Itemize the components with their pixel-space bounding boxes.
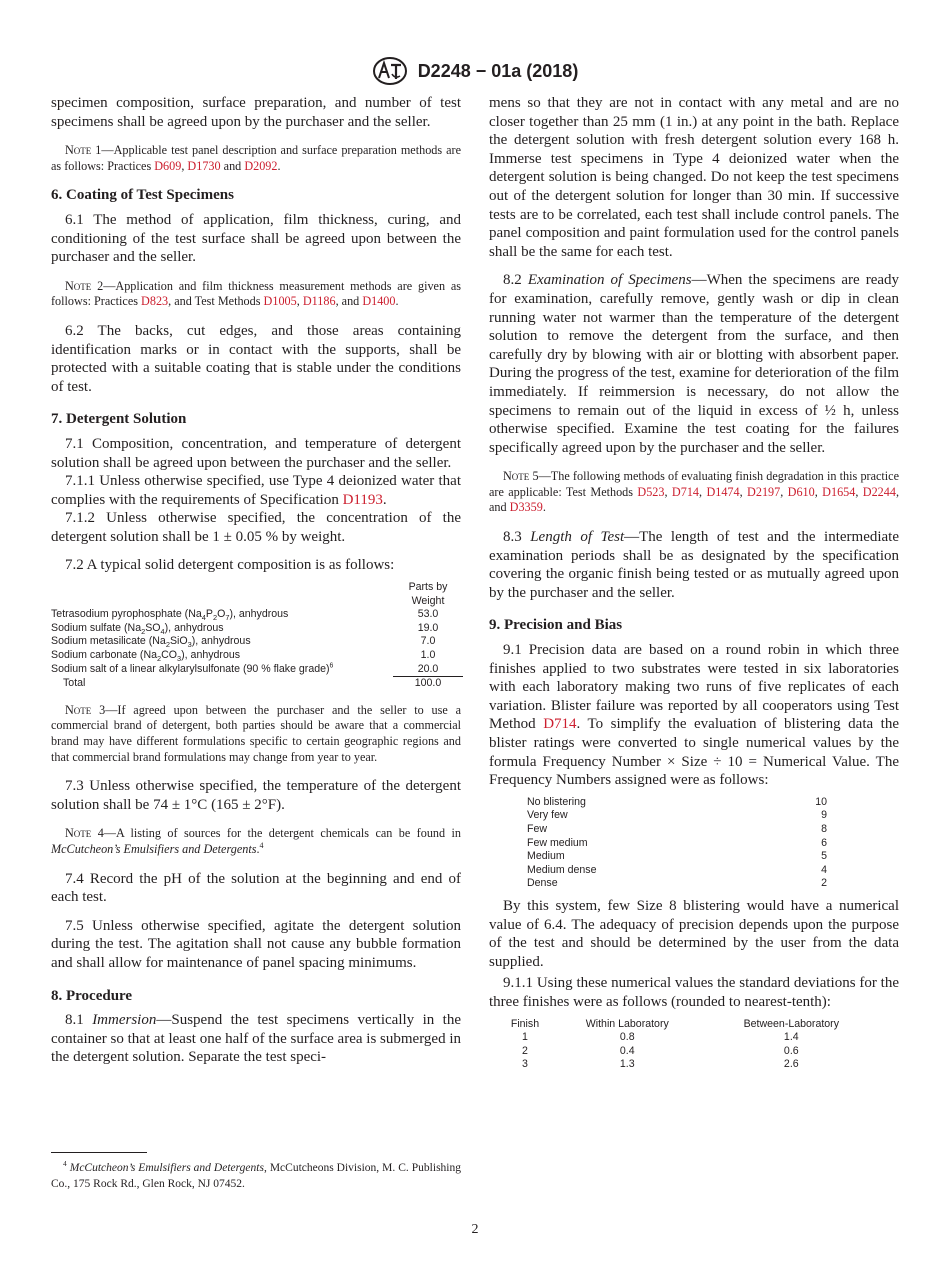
ref-link[interactable]: D714 xyxy=(543,716,577,733)
ref-link[interactable]: D523 xyxy=(637,484,665,499)
paragraph: 9.1 Precision data are based on a round robin in which three finishes applied to two substrates were tested in six laboratories with each laboratory making two runs of five replicates of each variation. Blister failure was reported by all cooperators using Test Method D714. To simplify the evaluation of blistering data the blister ratings were converted to single numerical values by the formula Frequency Number × Size ÷ 10 = Numerical Value. The Frequency Numbers assigned were as follows: xyxy=(489,642,899,789)
note-1: Note 1—Applicable test panel description and surface preparation methods are as follows: Practices D609, D1730 and D2092. xyxy=(51,143,462,173)
paragraph: mens so that they are not in contact with any metal and are no closer together than 25 mm (1 in.) at any point in the bath. Replace the detergent solution with fresh detergent solution every 168 h. Immerse test specimens in Type 4 deionized water when the detergent solution is being changed. Do not keep the test specimens out of the detergent solution for longer than 30 min. If successive tests are to be correlated, each test shall include control panels. The panel composition and paint formulation used for the control panels shall be the same for each test. xyxy=(489,95,899,260)
ref-link[interactable]: D1730 xyxy=(187,158,221,173)
paragraph: By this system, few Size 8 blistering would have a numerical value of 6.4. The adequacy of precision depends upon the purpose of the test and should be determined by the user from the data supplied. xyxy=(489,897,899,970)
frequency-table xyxy=(527,796,827,891)
ref-link[interactable]: D1474 xyxy=(706,484,740,499)
table-row: Tetrasodium pyrophosphate $(Na_4P_2O_7)$, anhydrous 53.0 xyxy=(51,608,439,623)
ref-link[interactable]: D823 xyxy=(141,294,169,309)
ref-link[interactable]: D2197 xyxy=(747,484,781,499)
table-row: Sodium sulfate $(Na_2SO_4)$, anhydrous 19.0 xyxy=(51,621,439,636)
ref-link[interactable]: D3359 xyxy=(509,500,543,515)
table-header: Parts by Weight xyxy=(408,581,448,607)
table-row: Few medium 6 xyxy=(527,836,827,849)
left-column xyxy=(51,94,461,1067)
note-2: Note 2—Application and film thickness measurement methods are given as follows: Practices D823, and Test Methods D1005, D1186, and D1400. xyxy=(51,278,462,309)
paragraph: 7.4 Record the pH of the solution at the beginning and end of each test. xyxy=(51,870,461,906)
paragraph: 7.1.2 Unless otherwise specified, the concentration of the detergent solution shall be 1 ± 0.05 % by weight. xyxy=(51,510,461,545)
right-column xyxy=(489,94,899,1072)
paragraph: 8.3 Length of Test—The length of test and the intermediate examination periods shall be as designated by the specification covering the organic finish being tested or as mutually agreed upon by the purchaser and the seller. xyxy=(489,529,900,601)
table-row: Medium 5 xyxy=(527,850,827,863)
section-title-9: 9. Precision and Bias xyxy=(489,617,623,634)
table-row: Dense 2 xyxy=(527,877,827,890)
ref-link[interactable]: D610 xyxy=(787,484,815,499)
footnote-divider xyxy=(51,1152,147,1153)
paragraph: 6.2 The backs, cut edges, and those areas containing identification marks or in contact with the supports, shall be protected with a suitable coating that is stable under the conditions of test. xyxy=(51,322,461,395)
paragraph: 8.1 Immersion—Suspend the test specimens vertically in the container so that at least one half of the surface area is submerged in the detergent solution. Separate the test speci- xyxy=(51,1012,462,1066)
table-row: No blistering 10 xyxy=(527,795,827,808)
page-number: 2 xyxy=(471,1222,479,1237)
table-row: Medium dense 4 xyxy=(527,863,827,876)
ref-link[interactable]: D1193 xyxy=(342,491,383,508)
ref-link[interactable]: D1654 xyxy=(822,484,856,499)
note-4: Note 4—A listing of sources for the detergent chemicals can be found in McCutcheon’s Emulsifiers and Detergents.$^4$ xyxy=(51,826,461,856)
paragraph: specimen composition, surface preparation, and number of test specimens shall be agreed upon by the purchaser and the seller. xyxy=(51,95,461,130)
section-title-6: 6. Coating of Test Specimens xyxy=(51,187,234,204)
table-row: 1 0.8 1.4 xyxy=(522,1031,799,1044)
table-row: 2 0.4 0.6 xyxy=(522,1044,799,1057)
ref-link[interactable]: D2092 xyxy=(244,158,278,173)
paragraph: 6.1 The method of application, film thickness, curing, and conditioning of the test surface shall be agreed upon between the purchaser and the seller. xyxy=(51,211,461,266)
table-row: Sodium carbonate $(Na_2CO_3)$, anhydrous 1.0 xyxy=(51,649,436,664)
table-header-row: Finish Within Laboratory Between-Laboratory xyxy=(510,1017,839,1030)
paragraph: 7.1 Composition, concentration, and temperature of detergent solution shall be agreed upon between the purchaser and the seller. xyxy=(51,435,461,471)
paragraph: 7.1.1 Unless otherwise specified, use Type 4 deionized water that complies with the requirements of Specification D1193. xyxy=(51,473,461,508)
table-row: 3 1.3 2.6 xyxy=(522,1058,799,1071)
table-row-total: Total 100.0 xyxy=(63,676,442,690)
table-row: Very few 9 xyxy=(527,809,827,822)
page-header xyxy=(0,56,950,86)
paragraph: 7.2 A typical solid detergent composition is as follows: xyxy=(65,557,395,574)
footnote: $^4$ McCutcheon’s Emulsifiers and Detergents, McCutcheons Division, M. C. Publishing Co., 175 Rock Rd., Glen Rock, NJ 07452. xyxy=(51,1159,461,1190)
deviation-table xyxy=(499,1018,879,1072)
ref-link[interactable]: D714 xyxy=(671,484,700,499)
composition-table xyxy=(51,581,463,691)
ref-link[interactable]: D1400 xyxy=(362,294,396,309)
note-3: Note 3—If agreed upon between the purchaser and the seller to use a commercial brand of detergent, both parties should be aware that a commercial brand may have different formulations specific to certain geographic regions and that commercial brand formulations may change from year to year. xyxy=(51,702,462,764)
table-row: Sodium metasilicate $(Na_2SiO_3)$, anhydrous 7.0 xyxy=(51,635,436,650)
table-row: Sodium salt of a linear alkylarylsulfonate (90 % flake grade)$^6$ 20.0 xyxy=(51,663,463,677)
ref-link[interactable]: D2244 xyxy=(862,484,896,499)
paragraph: 8.2 Examination of Specimens—When the specimens are ready for examination, carefully remove, gently wash or dip in clean running water not warmer than the temperature of the detergent solution to remove the detergent from the surface, and then carefully dry by blowing with air or blotting with absorbent paper. During the progress of the test, examine for deterioration of the film immediately. If reimmersion is necessary, do not allow the specimens to remain out of the liquid in excess of ½ h, unless otherwise specified. Examine the test coating for the failures specifically agreed upon by the purchaser and the seller. xyxy=(489,272,900,456)
section-title-7: 7. Detergent Solution xyxy=(51,411,187,428)
paragraph: 7.3 Unless otherwise specified, the temperature of the detergent solution shall be 74 ± 1°C (165 ± 2°F). xyxy=(51,778,461,813)
paragraph: 9.1.1 Using these numerical values the standard deviations for the three finishes were as follows (rounded to nearest-tenth): xyxy=(489,975,899,1010)
note-5: Note 5—The following methods of evaluating finish degradation in this practice are applicable: Test Methods D523, D714, D1474, D2197, D610, D1654, D2244, and D3359. xyxy=(489,469,900,515)
astm-logo-icon xyxy=(372,56,408,86)
ref-link[interactable]: D609 xyxy=(154,158,182,173)
paragraph: 7.5 Unless otherwise specified, agitate the detergent solution during the test. The agitation shall not cause any bubble formation and shall allow for maintenance of panel spacing minimums. xyxy=(51,917,461,971)
ref-link[interactable]: D1186 xyxy=(302,294,336,309)
ref-link[interactable]: D1005 xyxy=(263,294,297,309)
document-designation: D2248 − 01a (2018) xyxy=(417,60,579,81)
section-title-8: 8. Procedure xyxy=(51,987,133,1004)
table-row: Few 8 xyxy=(527,822,827,835)
